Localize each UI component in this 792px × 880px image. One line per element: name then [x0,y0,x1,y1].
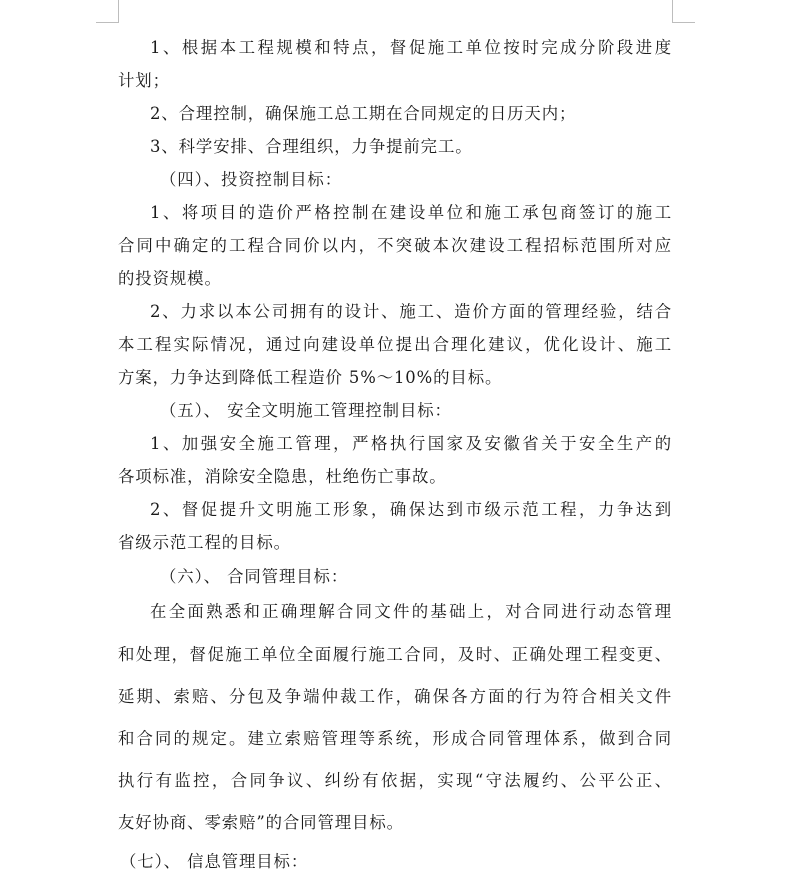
paragraph-line: 2、力求以本公司拥有的设计、施工、造价方面的管理经验，结合 [150,302,672,321]
section-heading: （五）、 安全文明施工管理控制目标： [160,401,452,420]
paragraph-line: 在全面熟悉和正确理解合同文件的基础上，对合同进行动态管理 [150,602,672,621]
paragraph-line: 3、科学安排、合理组织，力争提前完工。 [150,137,473,156]
paragraph-line: 2、督促提升文明施工形象，确保达到市级示范工程，力争达到 [150,500,672,519]
paragraph-line: 友好协商、零索赔”的合同管理目标。 [118,813,404,832]
paragraph-line: 1、将项目的造价严格控制在建设单位和施工承包商签订的施工 [150,203,672,222]
paragraph-line: 延期、索赔、分包及争端仲裁工作，确保各方面的行为符合相关文件 [118,687,672,706]
paragraph-line: 和合同的规定。建立索赔管理等系统，形成合同管理体系，做到合同 [118,729,672,748]
paragraph-line: 1、根据本工程规模和特点，督促施工单位按时完成分阶段进度 [150,38,672,57]
paragraph-line: 2、合理控制，确保施工总工期在合同规定的日历天内； [150,104,577,123]
page-corner-mark-right [672,0,695,23]
paragraph-line: 计划； [118,71,170,90]
paragraph-line: 执行有监控，合同争议、纠纷有依据，实现“守法履约、公平公正、 [118,771,672,790]
section-heading: （六）、 合同管理目标： [160,567,349,586]
paragraph-line: 1、加强安全施工管理，严格执行国家及安徽省关于安全生产的 [150,434,672,453]
paragraph-line: 合同中确定的工程合同价以内，不突破本次建设工程招标范围所对应 [118,236,672,255]
section-heading: （四）、投资控制目标： [160,170,342,189]
page-corner-mark-left [96,0,119,23]
paragraph-line: 省级示范工程的目标。 [118,533,291,552]
paragraph-line: 方案，力争达到降低工程造价 5%～10%的目标。 [118,368,503,387]
section-heading: （七）、 信息管理目标： [120,852,309,871]
paragraph-line: 本工程实际情况，通过向建设单位提出合理化建议，优化设计、施工 [118,335,672,354]
paragraph-line: 和处理，督促施工单位全面履行施工合同，及时、正确处理工程变更、 [118,645,672,664]
paragraph-line: 各项标准，消除安全隐患，杜绝伤亡事故。 [118,467,447,486]
paragraph-line: 的投资规模。 [118,269,222,288]
